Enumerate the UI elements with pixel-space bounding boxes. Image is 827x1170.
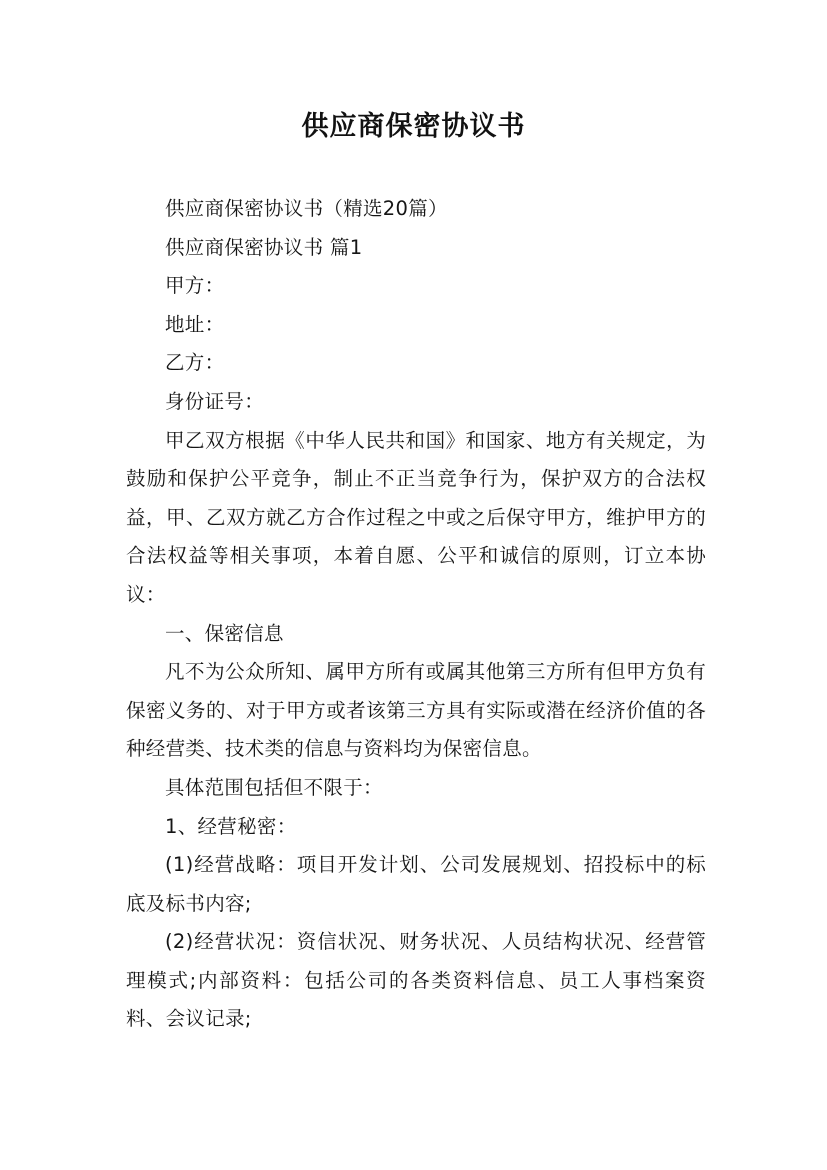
confidential-info-definition: 凡不为公众所知、属甲方所有或属其他第三方所有但甲方负有保密义务的、对于甲方或者该第三方具有实际或潜在经济价值的各种经营类、技术类的信息与资料均为保密信息。 (126, 660, 706, 761)
section-heading-part-1: 供应商保密协议书 篇1 (165, 235, 363, 259)
subtitle-line: 供应商保密协议书（精选20篇） (165, 197, 448, 220)
business-strategy-item: (1)经营战略：项目开发计划、公司发展规划、招投标中的标底及标书内容; (126, 853, 706, 915)
document-title: 供应商保密协议书 (301, 111, 526, 142)
business-secrets-heading: 1、经营秘密： (165, 814, 297, 838)
address-label: 地址： (165, 312, 225, 336)
id-number-label: 身份证号： (165, 389, 265, 413)
party-b-label: 乙方： (165, 351, 225, 375)
preamble-paragraph: 甲乙双方根据《中华人民共和国》和国家、地方有关规定，为鼓励和保护公平竞争，制止不正当竞争行为，保护双方的合法权益，甲、乙双方就乙方合作过程之中或之后保守甲方，维护甲方的合法权益等相关事项，本着自愿、公平和诚信的原则，订立本协议： (126, 428, 706, 606)
document-body (126, 190, 706, 1039)
business-status-item: (2)经营状况：资信状况、财务状况、人员结构状况、经营管理模式;内部资料：包括公司的各类资料信息、员工人事档案资料、会议记录; (126, 930, 706, 1031)
scope-intro: 具体范围包括但不限于： (165, 775, 383, 799)
party-a-label: 甲方： (165, 274, 225, 298)
clause-heading-confidential-info: 一、保密信息 (165, 621, 284, 645)
